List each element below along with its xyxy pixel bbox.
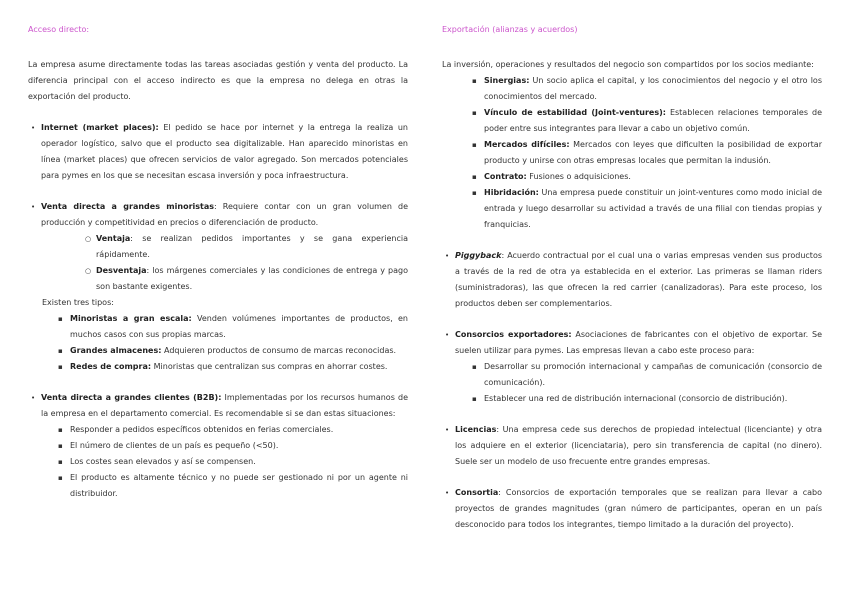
- consortia-title: Consortia: [455, 488, 499, 497]
- list-item-tipo-2: [28, 343, 408, 359]
- section-heading-exportacion: Exportación (alianzas y acuerdos): [442, 25, 578, 34]
- square-bullet-icon: ▪: [472, 189, 477, 197]
- minoristas-list: [28, 199, 408, 295]
- sinergias-text: Un socio aplica el capital, y los conocimientos del negocio y el otro los conocimientos del mercado.: [484, 76, 822, 101]
- square-bullet-icon: ▪: [58, 442, 63, 450]
- square-bullet-icon: ▪: [58, 426, 63, 434]
- square-bullet-icon: ▪: [472, 363, 477, 371]
- situacion-text: El producto es altamente técnico y no puede ser gestionado ni por un agente ni distribuidor.: [70, 473, 408, 498]
- consorcios-title: Consorcios exportadores:: [455, 330, 572, 339]
- desventaja-text: : los márgenes comerciales y las condiciones de entrega y pago son bastante exigentes.: [96, 266, 408, 291]
- section-heading-acceso-directo: Acceso directo:: [28, 25, 90, 34]
- minoristas-title: Venta directa a grandes minoristas: [41, 202, 215, 211]
- left-column: [28, 22, 408, 502]
- desventaja-title: Desventaja: [96, 266, 147, 275]
- piggyback-list: [442, 248, 822, 312]
- square-bullet-icon: ▪: [472, 109, 477, 117]
- bullet-icon: •: [445, 489, 450, 497]
- square-bullet-icon: ▪: [472, 141, 477, 149]
- list-item-hibridacion: [442, 185, 822, 233]
- square-bullet-icon: ▪: [472, 395, 477, 403]
- licencias-text: : Una empresa cede sus derechos de propiedad intelectual (licenciante) y otra los adquiere en el exterior (licenciataria), pero sin transferencia de capital (no dinero). Suele ser un modelo de uso frecuente entre grandes empresas.: [455, 425, 822, 466]
- tipo2-title: Grandes almacenes:: [70, 346, 162, 355]
- consorcios-list: [442, 327, 822, 407]
- list-item-ventaja: [28, 231, 408, 263]
- list-item-consorcio-objetivo-1: [442, 359, 822, 391]
- bullet-icon: •: [445, 331, 450, 339]
- tipo1-title: Minoristas a gran escala:: [70, 314, 192, 323]
- list-item-consortia: [442, 485, 822, 533]
- list-item-contrato: [442, 169, 822, 185]
- clientes-title: Venta directa a grandes clientes (B2B):: [41, 393, 222, 402]
- tipos-intro: Existen tres tipos:: [42, 298, 114, 307]
- square-bullet-icon: ▪: [58, 315, 63, 323]
- list-item-situacion-2: [28, 438, 408, 454]
- situacion-text: Los costes sean elevados y así se compensen.: [70, 457, 256, 466]
- list-item-internet: [28, 120, 408, 184]
- consortia-text: : Consorcios de exportación temporales que se realizan para llevar a cabo proyectos de grandes magnitudes (gran número de participantes, operan en un país desconocido para todos los integrantes, tiempo limitado a la duración del proyecto).: [455, 488, 822, 529]
- contrato-text: Fusiones o adquisiciones.: [526, 172, 631, 181]
- consorcio-objetivo-text: Establecer una red de distribución internacional (consorcio de distribución).: [484, 394, 788, 403]
- licencias-title: Licencias: [455, 425, 497, 434]
- tipo3-title: Redes de compra:: [70, 362, 152, 371]
- vinculo-title: Vínculo de estabilidad (Joint-ventures):: [484, 108, 666, 117]
- bullet-icon: •: [31, 394, 36, 402]
- consortia-list: [442, 485, 822, 533]
- square-bullet-icon: ▪: [58, 347, 63, 355]
- hibridacion-title: Hibridación:: [484, 188, 539, 197]
- list-item-piggyback: [442, 248, 822, 312]
- square-bullet-icon: ▪: [472, 173, 477, 181]
- right-column: [442, 22, 822, 533]
- tipo3-text: Minoristas que centralizan sus compras en ahorrar costes.: [151, 362, 388, 371]
- minoristas-text: : Requiere contar con un gran volumen de producción y competitividad en precios o diferenciación de producto.: [41, 202, 409, 227]
- contrato-title: Contrato:: [484, 172, 527, 181]
- piggyback-title: Piggyback: [455, 251, 502, 260]
- consorcios-text: Asociaciones de fabricantes con el objetivo de exportar. Se suelen utilizar para pymes. Las empresas llevan a cabo este proceso para:: [455, 330, 822, 355]
- list-item-licencias: [442, 422, 822, 470]
- list-item-vinculo: [442, 105, 822, 137]
- hibridacion-text: Una empresa puede constituir un joint-ventures como modo inicial de entrada y luego desarrollar su actividad a través de una filial con tiendas propias y franquicias.: [484, 188, 822, 229]
- list-item-tipo-1: [28, 311, 408, 343]
- list-item-sinergias: [442, 73, 822, 105]
- exportacion-intro: La inversión, operaciones y resultados del negocio son compartidos por los socios mediante:: [442, 60, 814, 69]
- situacion-text: El número de clientes de un país es pequeño (<50).: [70, 441, 279, 450]
- licencias-list: [442, 422, 822, 470]
- list-item-clientes: [28, 390, 408, 422]
- ventaja-title: Ventaja: [96, 234, 131, 243]
- acceso-directo-intro: La empresa asume directamente todas las tareas asociadas gestión y venta del producto. La diferencia principal con el acceso indirecto es que la empresa no delega en otras la exportación del producto.: [28, 60, 408, 101]
- tipo2-text: Adquieren productos de consumo de marcas reconocidas.: [161, 346, 397, 355]
- mercados-title: Mercados difíciles:: [484, 140, 570, 149]
- list-item-desventaja: [28, 263, 408, 295]
- square-bullet-icon: ▪: [472, 77, 477, 85]
- list-item-situacion-1: [28, 422, 408, 438]
- list-item-situacion-3: [28, 454, 408, 470]
- acceso-directo-list: [28, 120, 408, 184]
- clientes-text: Implementadas por los recursos humanos de la empresa en el departamento comercial. Es recomendable si se dan estas situaciones:: [41, 393, 408, 418]
- situacion-text: Responder a pedidos específicos obtenidos en ferias comerciales.: [70, 425, 334, 434]
- ventaja-text: : se realizan pedidos importantes y se gana experiencia rápidamente.: [96, 234, 408, 259]
- bullet-icon: •: [31, 124, 36, 132]
- mecanismos-list: [442, 73, 822, 233]
- bullet-icon: •: [31, 203, 36, 211]
- circle-bullet-icon: ○: [85, 267, 92, 275]
- square-bullet-icon: ▪: [58, 474, 63, 482]
- circle-bullet-icon: ○: [85, 235, 92, 243]
- list-item-minoristas: [28, 199, 408, 231]
- mercados-text: Mercados con leyes que dificulten la posibilidad de exportar producto y unirse con otras empresas locales que permitan la indusión.: [484, 140, 823, 165]
- vinculo-text: Establecen relaciones temporales de poder entre sus integrantes para llevar a cabo un objetivo común.: [484, 108, 822, 133]
- square-bullet-icon: ▪: [58, 363, 63, 371]
- bullet-icon: •: [445, 426, 450, 434]
- bullet-icon: •: [445, 252, 450, 260]
- list-item-tipo-3: [28, 359, 408, 375]
- list-item-mercados: [442, 137, 822, 169]
- tipo1-text: Venden volúmenes importantes de productos, en muchos casos con sus propias marcas.: [70, 314, 409, 339]
- clientes-list: [28, 390, 408, 502]
- piggyback-text: : Acuerdo contractual por el cual una o varias empresas venden sus productos a través de la red de otra ya establecida en el exterior. Las primeras se llaman riders (suministradoras), las que ofrecen la red carrier (canalizadoras). Para este proceso, los productos deben ser complementarios.: [455, 251, 822, 308]
- list-item-consorcio-objetivo-2: [442, 391, 822, 407]
- consorcio-objetivo-text: Desarrollar su promoción internacional y campañas de comunicación (consorcio de comunicación).: [484, 362, 822, 387]
- list-item-consorcios: [442, 327, 822, 359]
- internet-title: Internet (market places):: [41, 123, 159, 132]
- list-item-situacion-4: [28, 470, 408, 502]
- square-bullet-icon: ▪: [58, 458, 63, 466]
- internet-text: El pedido se hace por internet y la entrega la realiza un operador logístico, salvo que el producto sea digitalizable. Han aparecido minoristas en línea (market places) que ofrecen servicios de valor agregado. Son mercados potenciales para pymes en los que se necesitan escasa inversión y poca infraestructura.: [41, 123, 409, 180]
- sinergias-title: Sinergias:: [484, 76, 530, 85]
- tipos-list: [28, 311, 408, 375]
